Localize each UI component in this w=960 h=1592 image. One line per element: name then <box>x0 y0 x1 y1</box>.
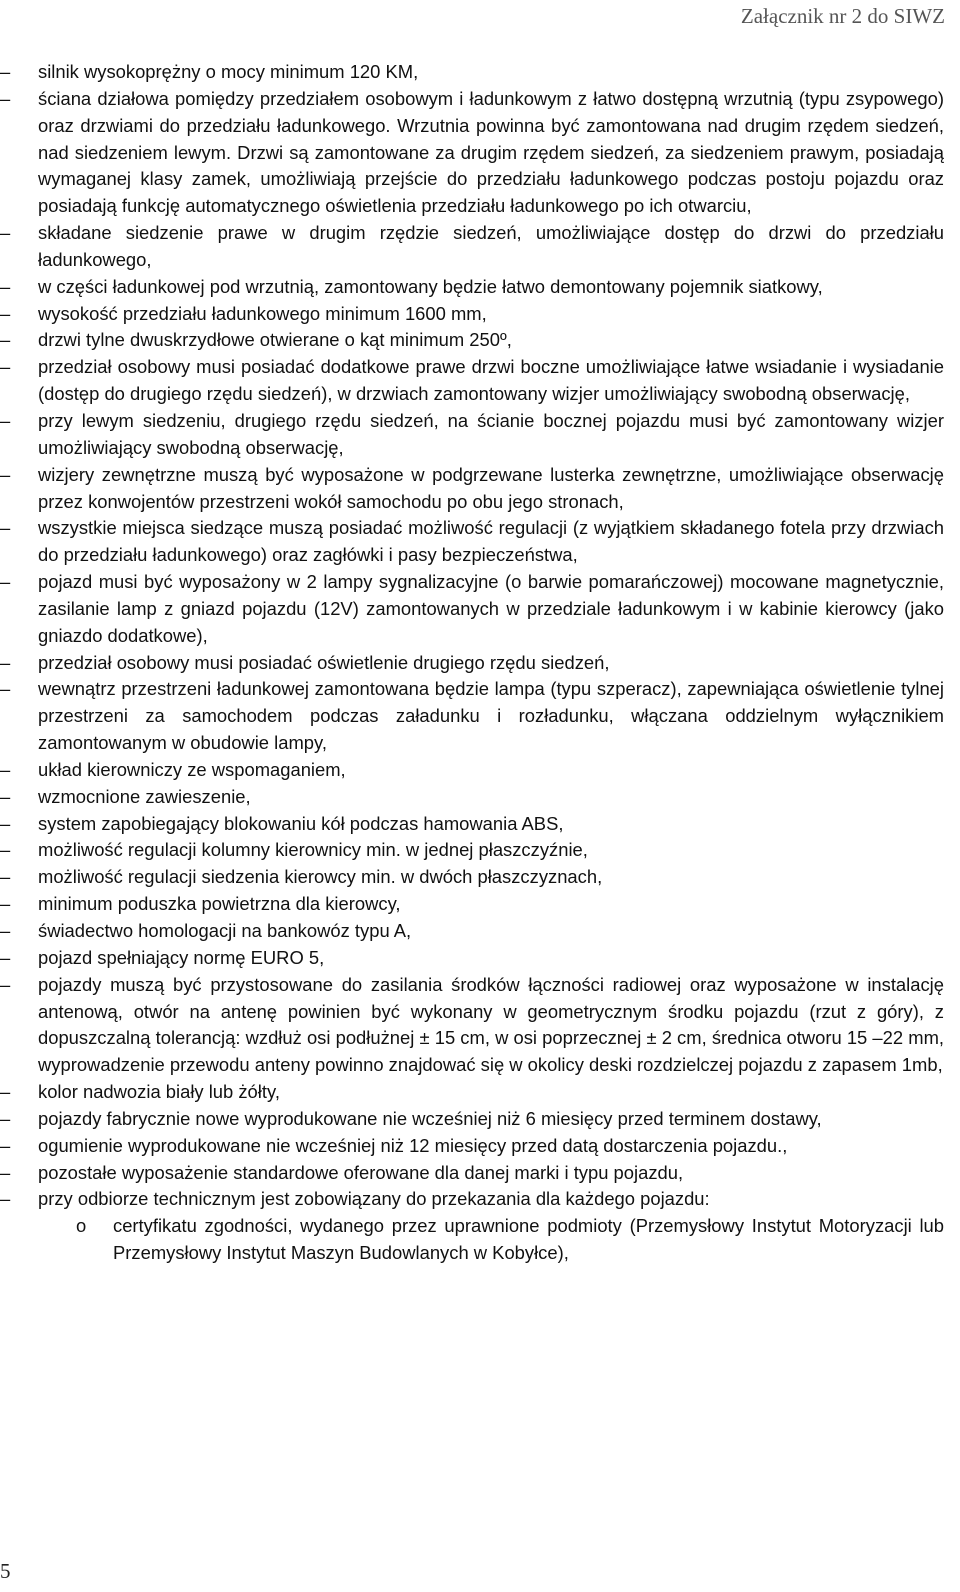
page-header: Załącznik nr 2 do SIWZ <box>740 4 945 28</box>
dash-bullet: – <box>0 61 11 82</box>
list-item <box>0 569 960 650</box>
list-item-text: minimum poduszka powietrzna dla kierowcy, <box>38 893 401 915</box>
circle-bullet: o <box>76 1215 87 1237</box>
dash-bullet: – <box>0 302 11 324</box>
list-item-text: układ kierowniczy ze wspomaganiem, <box>38 758 346 780</box>
list-item <box>0 86 960 220</box>
list-item-text: silnik wysokoprężny o mocy minimum 120 KM, <box>38 61 419 82</box>
list-item <box>0 650 960 677</box>
dash-bullet: – <box>0 893 11 915</box>
list-item-text: przy odbiorze technicznym jest zobowiązany do przekazania dla każdego pojazdu: <box>38 1188 710 1210</box>
list-item-text: świadectwo homologacji na bankowóz typu A, <box>38 920 412 941</box>
list-item <box>0 408 960 462</box>
dash-bullet: – <box>0 222 11 244</box>
list-item <box>0 837 960 864</box>
list-item-text: wszystkie miejsca siedzące muszą posiadać możliwość regulacji (z wyjątkiem składanego fotela przy drzwiach do przedziału ładunkowego) oraz zagłówki i pasy bezpieczeństwa, <box>38 517 944 566</box>
dash-bullet: – <box>0 356 11 378</box>
dash-bullet: – <box>0 571 11 593</box>
list-item <box>0 811 960 838</box>
list-item-text: możliwość regulacji siedzenia kierowcy min. w dwóch płaszczyznach, <box>38 866 603 888</box>
list-item-text: ściana działowa pomiędzy przedziałem osobowym i ładunkowym z łatwo dostępną wrzutnią (typu zsypowego) oraz drzwiami do przedziału ładunkowego. Wrzutnia powinna być zamontowana nad drugim rzędem siedzeń, nad siedzeniem lewym. Drzwi są zamontowane za drugim rzędem siedzeń, za siedzeniem prawym, posiadają wymaganej klasy zamek, umożliwiają przejście do przedziału ładunkowego podczas postoju pojazdu oraz posiadają funkcję automatycznego oświetlenia przedziału ładunkowego po ich otwarciu, <box>38 87 944 217</box>
list-item <box>0 918 960 945</box>
dash-bullet: – <box>0 409 11 431</box>
list-item-text: w części ładunkowej pod wrzutnią, zamontowany będzie łatwo demontowany pojemnik siatkowy, <box>38 275 823 297</box>
list-item <box>0 676 960 757</box>
dash-bullet: – <box>0 758 11 780</box>
list-item <box>0 784 960 811</box>
list-item <box>0 515 960 569</box>
list-item-text: wizjery zewnętrzne muszą być wyposażone w podgrzewane lusterka zewnętrzne, umożliwiające obserwację przez konwojentów przestrzeni wokół samochodu po obu jego stronach, <box>38 463 944 512</box>
list-item-text: przy lewym siedzeniu, drugiego rzędu siedzeń, na ścianie bocznej pojazdu musi być zamontowany wizjer umożliwiający swobodną obserwację, <box>38 409 944 458</box>
dash-bullet: – <box>0 275 11 297</box>
dash-bullet: – <box>0 517 11 539</box>
dash-bullet: – <box>0 678 11 700</box>
list-item-text: składane siedzenie prawe w drugim rzędzie siedzeń, umożliwiające dostęp do drzwi do przedziału ładunkowego, <box>38 222 944 270</box>
list-item-text: pojazd spełniający normę EURO 5, <box>38 946 325 968</box>
list-item-text: pozostałe wyposażenie standardowe oferowane dla danej marki i typu pojazdu, <box>38 1161 684 1183</box>
list-item <box>0 891 960 918</box>
page-number: 5 <box>0 1559 11 1583</box>
list-item-text: pojazd musi być wyposażony w 2 lampy sygnalizacyjne (o barwie pomarańczowej) mocowane magnetycznie, zasilanie lamp z gniazd pojazdu (12V) zamontowanych w przedziale ładunkowym i w kabinie kierowcy (jako gniazdo dodatkowe), <box>38 571 944 646</box>
dash-bullet: – <box>0 1161 11 1183</box>
dash-bullet: – <box>0 1081 11 1103</box>
list-item-text: pojazdy fabrycznie nowe wyprodukowane nie wcześniej niż 6 miesięcy przed terminem dostawy, <box>38 1107 822 1129</box>
list-item-text: wzmocnione zawieszenie, <box>38 785 251 807</box>
list-item <box>0 1106 960 1133</box>
dash-bullet: – <box>0 812 11 834</box>
list-item <box>0 1186 960 1213</box>
list-item <box>0 354 960 408</box>
dash-bullet: – <box>0 839 11 861</box>
dash-bullet: – <box>0 87 11 109</box>
list-item <box>0 220 960 274</box>
dash-bullet: – <box>0 866 11 888</box>
list-item-text: kolor nadwozia biały lub żółty, <box>38 1081 280 1103</box>
list-item-text: przedział osobowy musi posiadać oświetlenie drugiego rzędu siedzeń, <box>38 651 610 673</box>
dash-bullet: – <box>0 785 11 807</box>
list-item <box>0 864 960 891</box>
list-item <box>0 972 960 1079</box>
list-item <box>0 462 960 516</box>
dash-bullet: – <box>0 946 11 968</box>
list-item-text: ogumienie wyprodukowane nie wcześniej niż 12 miesięcy przed datą dostarczenia pojazdu., <box>38 1134 788 1156</box>
list-item-text: wysokość przedziału ładunkowego minimum 1600 mm, <box>38 302 487 324</box>
list-item <box>0 1079 960 1106</box>
list-item <box>0 327 960 354</box>
list-item <box>0 274 960 301</box>
list-item-text: przedział osobowy musi posiadać dodatkowe prawe drzwi boczne umożliwiające łatwe wsiadanie i wysiadanie (dostęp do drugiego rzędu siedzeń), w drzwiach zamontowany wizjer umożliwiający swobodną obserwację, <box>38 356 944 405</box>
dash-bullet: – <box>0 651 11 673</box>
list-item <box>0 301 960 328</box>
dash-bullet: – <box>0 920 11 941</box>
list-item-text: system zapobiegający blokowaniu kół podczas hamowania ABS, <box>38 812 564 834</box>
dash-bullet: – <box>0 1134 11 1156</box>
list-item-text: możliwość regulacji kolumny kierownicy min. w jednej płaszczyźnie, <box>38 839 588 861</box>
dash-bullet: – <box>0 1188 11 1210</box>
sub-list-item <box>0 1213 960 1267</box>
list-item <box>0 1160 960 1187</box>
list-item-text: drzwi tylne dwuskrzydłowe otwierane o kąt minimum 250º, <box>38 329 512 351</box>
list-item <box>0 757 960 784</box>
dash-bullet: – <box>0 463 11 485</box>
list-item <box>0 1133 960 1160</box>
list-item <box>0 945 960 972</box>
list-item-text: wewnątrz przestrzeni ładunkowej zamontowana będzie lampa (typu szperacz), zapewniająca oświetlenie tylnej przestrzeni za samochodem podczas załadunku i rozładunku, włączana oddzielnym wyłącznikiem zamontowanym w obudowie lampy, <box>38 678 944 754</box>
list-item <box>0 59 960 86</box>
list-item-text: pojazdy muszą być przystosowane do zasilania środków łączności radiowej oraz wyposażone w instalację antenową, otwór na antenę powinien być wykonany w geometrycznym środku pojazdu (rzut z góry), z dopuszczalną tolerancją: wzdłuż osi podłużnej ± 15 cm, w osi poprzecznej ± 2 cm, średnica otworu 15 –22 mm, wyprowadzenie przewodu anteny powinno znajdować się w okolicy deski rozdzielczej pojazdu z zapasem 1mb, <box>38 973 944 1076</box>
sub-list-item-text: certyfikatu zgodności, wydanego przez uprawnione podmioty (Przemysłowy Instytut Motoryzacji lub Przemysłowy Instytut Maszyn Budowlanych w Kobyłce), <box>113 1215 944 1264</box>
requirements-list <box>0 59 960 1267</box>
dash-bullet: – <box>0 973 11 995</box>
dash-bullet: – <box>0 329 11 351</box>
dash-bullet: – <box>0 1107 11 1129</box>
